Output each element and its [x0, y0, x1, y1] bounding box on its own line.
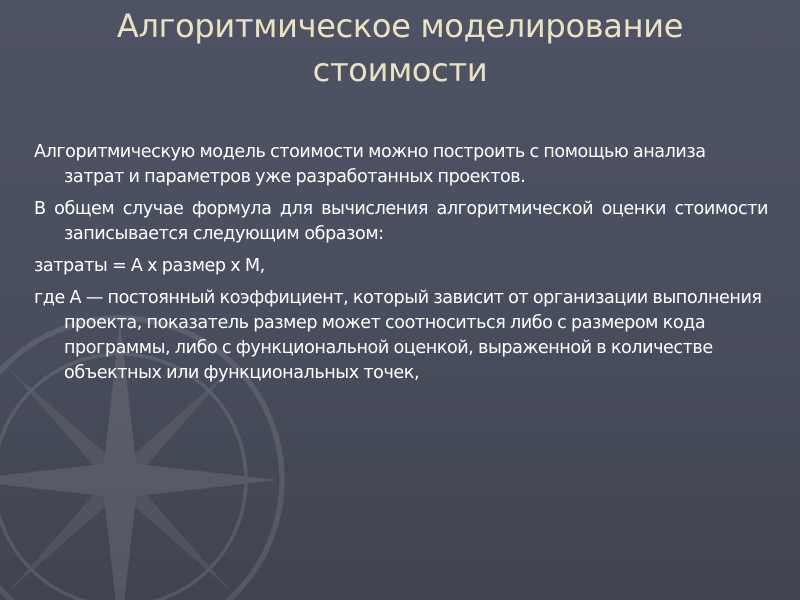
slide-title-line: стоимости	[312, 51, 488, 89]
paragraph-formula-explanation: где А — постоянный коэффициент, который зависит от организации выполнения проекта, показатель размер может соотноситься либо с размером кода программы, либо с функциональной оценкой, выраженной в количестве объектных или функциональных точек,	[34, 288, 762, 383]
paragraph-formula: затраты = А х размер х М,	[34, 256, 265, 276]
slide-body	[34, 140, 768, 393]
paragraph-model-intro: Алгоритмическую модель стоимости можно построить с помощью анализа затрат и параметров уже разработанных проектов.	[34, 142, 706, 187]
slide-title-line: Алгоритмическое моделирование	[116, 7, 684, 45]
paragraph-formula-intro: В общем случае формула для вычисления алгоритмической оценки стоимости записывается следующим образом:	[34, 199, 768, 244]
slide-title	[40, 4, 760, 92]
